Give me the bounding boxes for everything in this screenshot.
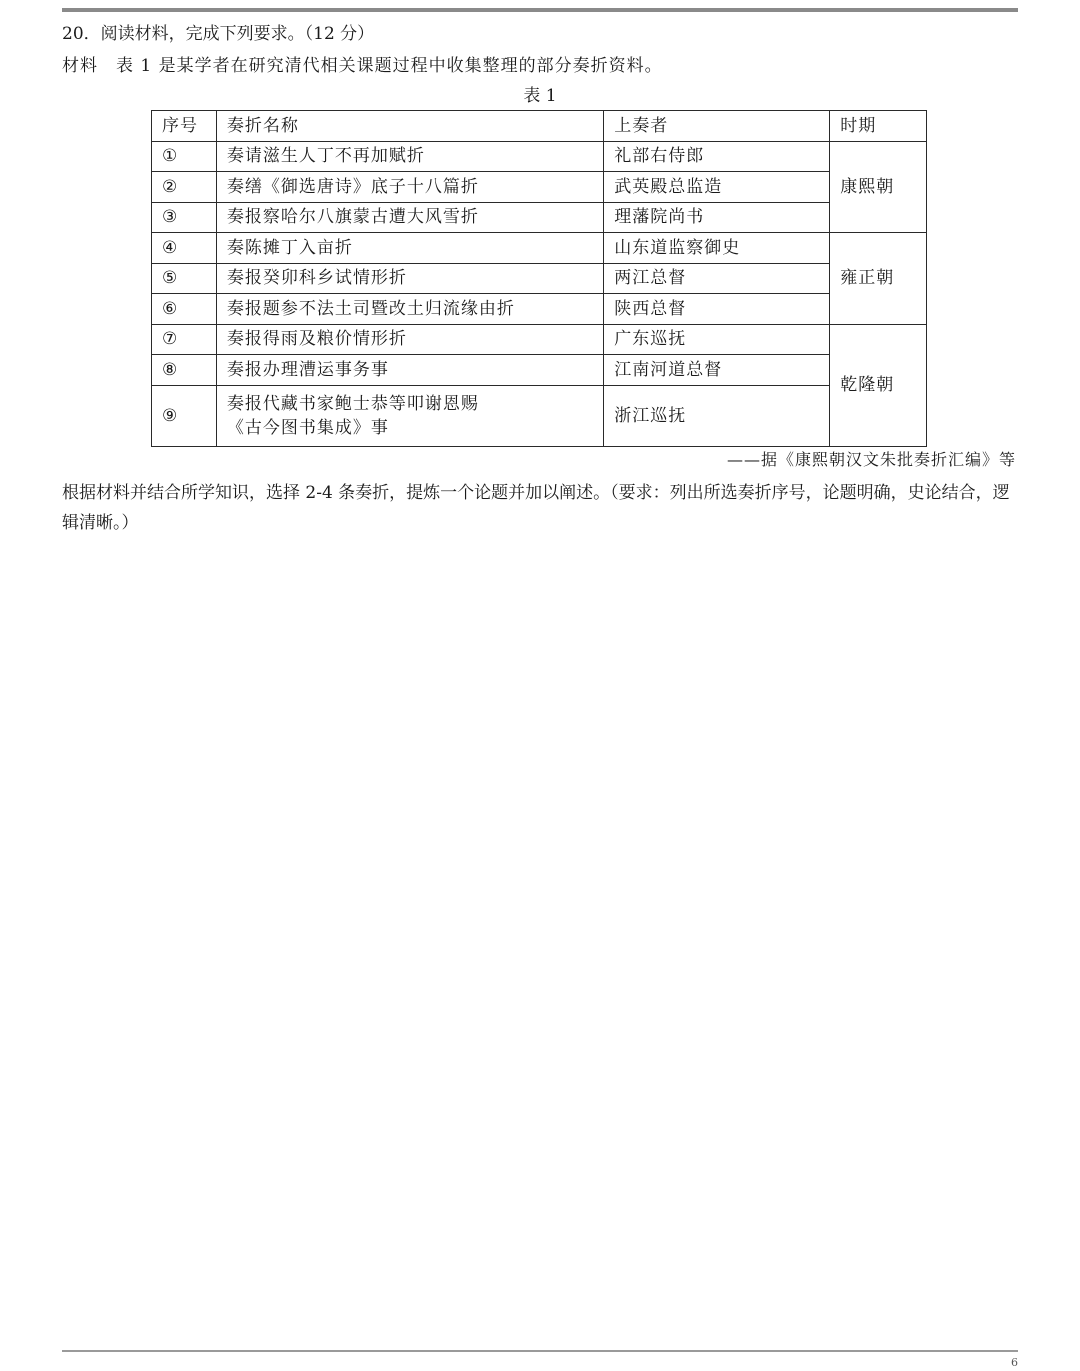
source-citation: ——据《康熙朝汉文朱批奏折汇编》等 <box>726 450 1016 469</box>
row-author: 理藩院尚书 <box>604 202 830 233</box>
row-no: ② <box>152 172 217 203</box>
bottom-rule <box>62 1350 1018 1352</box>
header-no: 序号 <box>152 111 217 142</box>
top-rule <box>62 8 1018 12</box>
period-kangxi: 康熙朝 <box>830 141 927 233</box>
row-author: 浙江巡抚 <box>604 385 830 446</box>
row-no: ⑤ <box>152 263 217 294</box>
row-author: 礼部右侍郎 <box>604 141 830 172</box>
table-row <box>152 202 927 233</box>
table-row <box>152 172 927 203</box>
table-row <box>152 294 927 325</box>
row-no: ④ <box>152 233 217 264</box>
page-number: 6 <box>1011 1356 1018 1369</box>
table-row <box>152 263 927 294</box>
header-title: 奏折名称 <box>216 111 603 142</box>
row-no: ① <box>152 141 217 172</box>
row-title: 奏报得雨及粮价情形折 <box>216 324 603 355</box>
row-title: 奏陈摊丁入亩折 <box>216 233 603 264</box>
period-yongzheng: 雍正朝 <box>830 233 927 325</box>
row-no: ⑦ <box>152 324 217 355</box>
table-row <box>152 324 927 355</box>
row-author: 江南河道总督 <box>604 355 830 386</box>
table-caption: 表 1 <box>523 86 557 106</box>
header-author: 上奏者 <box>604 111 830 142</box>
row-author: 广东巡抚 <box>604 324 830 355</box>
row-no: ⑥ <box>152 294 217 325</box>
row-author: 武英殿总监造 <box>604 172 830 203</box>
table-header-row <box>152 111 927 142</box>
question-title: 20．阅读材料，完成下列要求。（12 分） <box>62 24 375 44</box>
header-period: 时期 <box>830 111 927 142</box>
row-no: ③ <box>152 202 217 233</box>
row-title: 奏缮《御选唐诗》底子十八篇折 <box>216 172 603 203</box>
row-no: ⑧ <box>152 355 217 386</box>
question-instruction: 根据材料并结合所学知识，选择 2-4 条奏折，提炼一个论题并加以阐述。（要求：列出所选奏折序号，论题明确，史论结合，逻辑清晰。） <box>62 483 1010 533</box>
row-title-line2: 《古今图书集成》事 <box>226 417 389 438</box>
row-author: 陕西总督 <box>604 294 830 325</box>
table-row <box>152 233 927 264</box>
row-title-line1: 奏报代藏书家鲍士恭等叩谢恩赐 <box>226 393 479 414</box>
table-row <box>152 385 927 446</box>
row-no: ⑨ <box>152 385 217 446</box>
material-intro: 材料 表 1 是某学者在研究清代相关课题过程中收集整理的部分奏折资料。 <box>62 56 663 76</box>
table-row <box>152 355 927 386</box>
row-title: 奏报察哈尔八旗蒙古遭大风雪折 <box>216 202 603 233</box>
row-author: 山东道监察御史 <box>604 233 830 264</box>
row-author: 两江总督 <box>604 263 830 294</box>
row-title: 奏报题参不法土司暨改土归流缘由折 <box>216 294 603 325</box>
row-title: 奏报办理漕运事务事 <box>216 355 603 386</box>
row-title: 奏报癸卯科乡试情形折 <box>216 263 603 294</box>
table-row <box>152 141 927 172</box>
row-title: 奏请滋生人丁不再加赋折 <box>216 141 603 172</box>
row-title <box>216 385 603 446</box>
memorials-table <box>151 110 927 447</box>
period-qianlong: 乾隆朝 <box>830 324 927 446</box>
